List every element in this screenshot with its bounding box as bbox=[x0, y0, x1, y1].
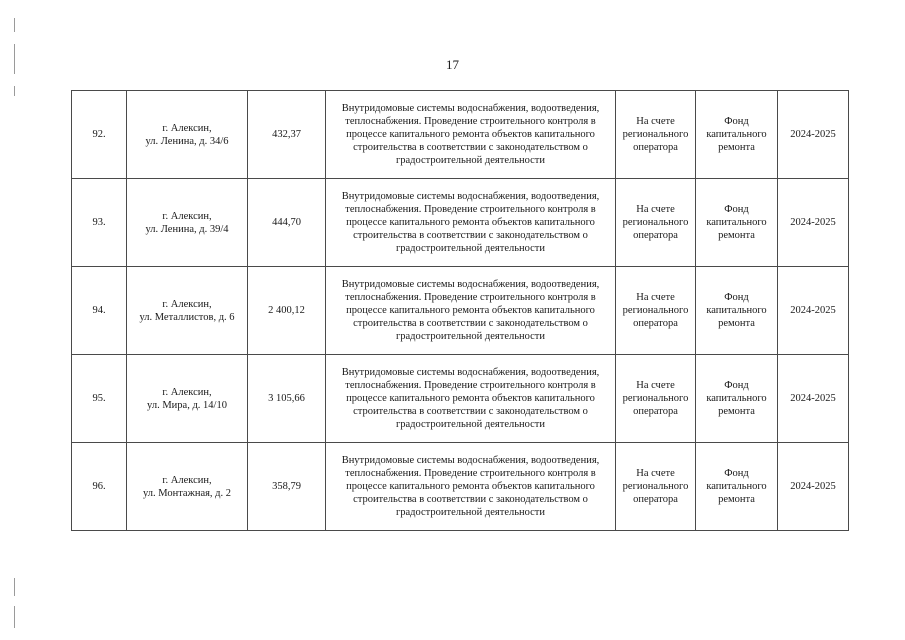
row-address-street: ул. Мира, д. 14/10 bbox=[147, 399, 227, 411]
row-number: 95. bbox=[72, 355, 127, 443]
row-cost: 432,37 bbox=[248, 91, 326, 179]
table-body bbox=[72, 91, 849, 531]
row-work-description: Внутридомовые системы водоснабжения, водоотведения, теплоснабжения. Проведение строительного контроля в процессе капитального ремонта объектов капитального строительства в соответствии с законодательством о градостроительной деятельности bbox=[326, 443, 616, 531]
row-account: На счете регионального оператора bbox=[616, 355, 696, 443]
page-number: 17 bbox=[446, 57, 459, 72]
row-address-city: г. Алексин, bbox=[162, 474, 212, 486]
row-address-city: г. Алексин, bbox=[162, 298, 212, 310]
row-work-description: Внутридомовые системы водоснабжения, водоотведения, теплоснабжения. Проведение строительного контроля в процессе капитального ремонта объектов капитального строительства в соответствии с законодательством о градостроительной деятельности bbox=[326, 355, 616, 443]
margin-scan-mark bbox=[14, 44, 15, 74]
margin-scan-mark bbox=[14, 18, 15, 32]
row-account: На счете регионального оператора bbox=[616, 91, 696, 179]
row-work-description: Внутридомовые системы водоснабжения, водоотведения, теплоснабжения. Проведение строительного контроля в процессе капитального ремонта объектов капитального строительства в соответствии с законодательством о градостроительной деятельности bbox=[326, 267, 616, 355]
margin-scan-mark bbox=[14, 578, 15, 596]
row-number: 94. bbox=[72, 267, 127, 355]
row-number: 96. bbox=[72, 443, 127, 531]
row-address-city: г. Алексин, bbox=[162, 210, 212, 222]
row-address-city: г. Алексин, bbox=[162, 122, 212, 134]
row-account: На счете регионального оператора bbox=[616, 179, 696, 267]
margin-scan-mark bbox=[14, 86, 15, 96]
row-account: На счете регионального оператора bbox=[616, 443, 696, 531]
row-fund: Фонд капитального ремонта bbox=[696, 267, 778, 355]
row-period: 2024-2025 bbox=[778, 355, 849, 443]
row-address-street: ул. Металлистов, д. 6 bbox=[139, 311, 235, 323]
row-period: 2024-2025 bbox=[778, 179, 849, 267]
row-address bbox=[127, 443, 248, 531]
row-cost: 444,70 bbox=[248, 179, 326, 267]
row-address bbox=[127, 91, 248, 179]
row-number: 92. bbox=[72, 91, 127, 179]
row-period: 2024-2025 bbox=[778, 267, 849, 355]
row-work-description: Внутридомовые системы водоснабжения, водоотведения, теплоснабжения. Проведение строительного контроля в процессе капитального ремонта объектов капитального строительства в соответствии с законодательством о градостроительной деятельности bbox=[326, 91, 616, 179]
table-row bbox=[72, 91, 849, 179]
margin-scan-mark bbox=[14, 606, 15, 628]
row-address-city: г. Алексин, bbox=[162, 386, 212, 398]
row-work-description: Внутридомовые системы водоснабжения, водоотведения, теплоснабжения. Проведение строительного контроля в процессе капитального ремонта объектов капитального строительства в соответствии с законодательством о градостроительной деятельности bbox=[326, 179, 616, 267]
row-address bbox=[127, 267, 248, 355]
repair-works-table bbox=[71, 90, 849, 531]
row-address bbox=[127, 355, 248, 443]
row-period: 2024-2025 bbox=[778, 91, 849, 179]
row-cost: 358,79 bbox=[248, 443, 326, 531]
table-row bbox=[72, 443, 849, 531]
row-address bbox=[127, 179, 248, 267]
row-address-street: ул. Ленина, д. 34/6 bbox=[145, 135, 229, 147]
table-row bbox=[72, 355, 849, 443]
row-cost: 3 105,66 bbox=[248, 355, 326, 443]
row-address-street: ул. Ленина, д. 39/4 bbox=[145, 223, 229, 235]
row-fund: Фонд капитального ремонта bbox=[696, 179, 778, 267]
row-cost: 2 400,12 bbox=[248, 267, 326, 355]
row-account: На счете регионального оператора bbox=[616, 267, 696, 355]
table-row bbox=[72, 179, 849, 267]
row-fund: Фонд капитального ремонта bbox=[696, 355, 778, 443]
row-number: 93. bbox=[72, 179, 127, 267]
row-fund: Фонд капитального ремонта bbox=[696, 443, 778, 531]
table-row bbox=[72, 267, 849, 355]
row-address-street: ул. Монтажная, д. 2 bbox=[142, 487, 232, 499]
row-period: 2024-2025 bbox=[778, 443, 849, 531]
row-fund: Фонд капитального ремонта bbox=[696, 91, 778, 179]
